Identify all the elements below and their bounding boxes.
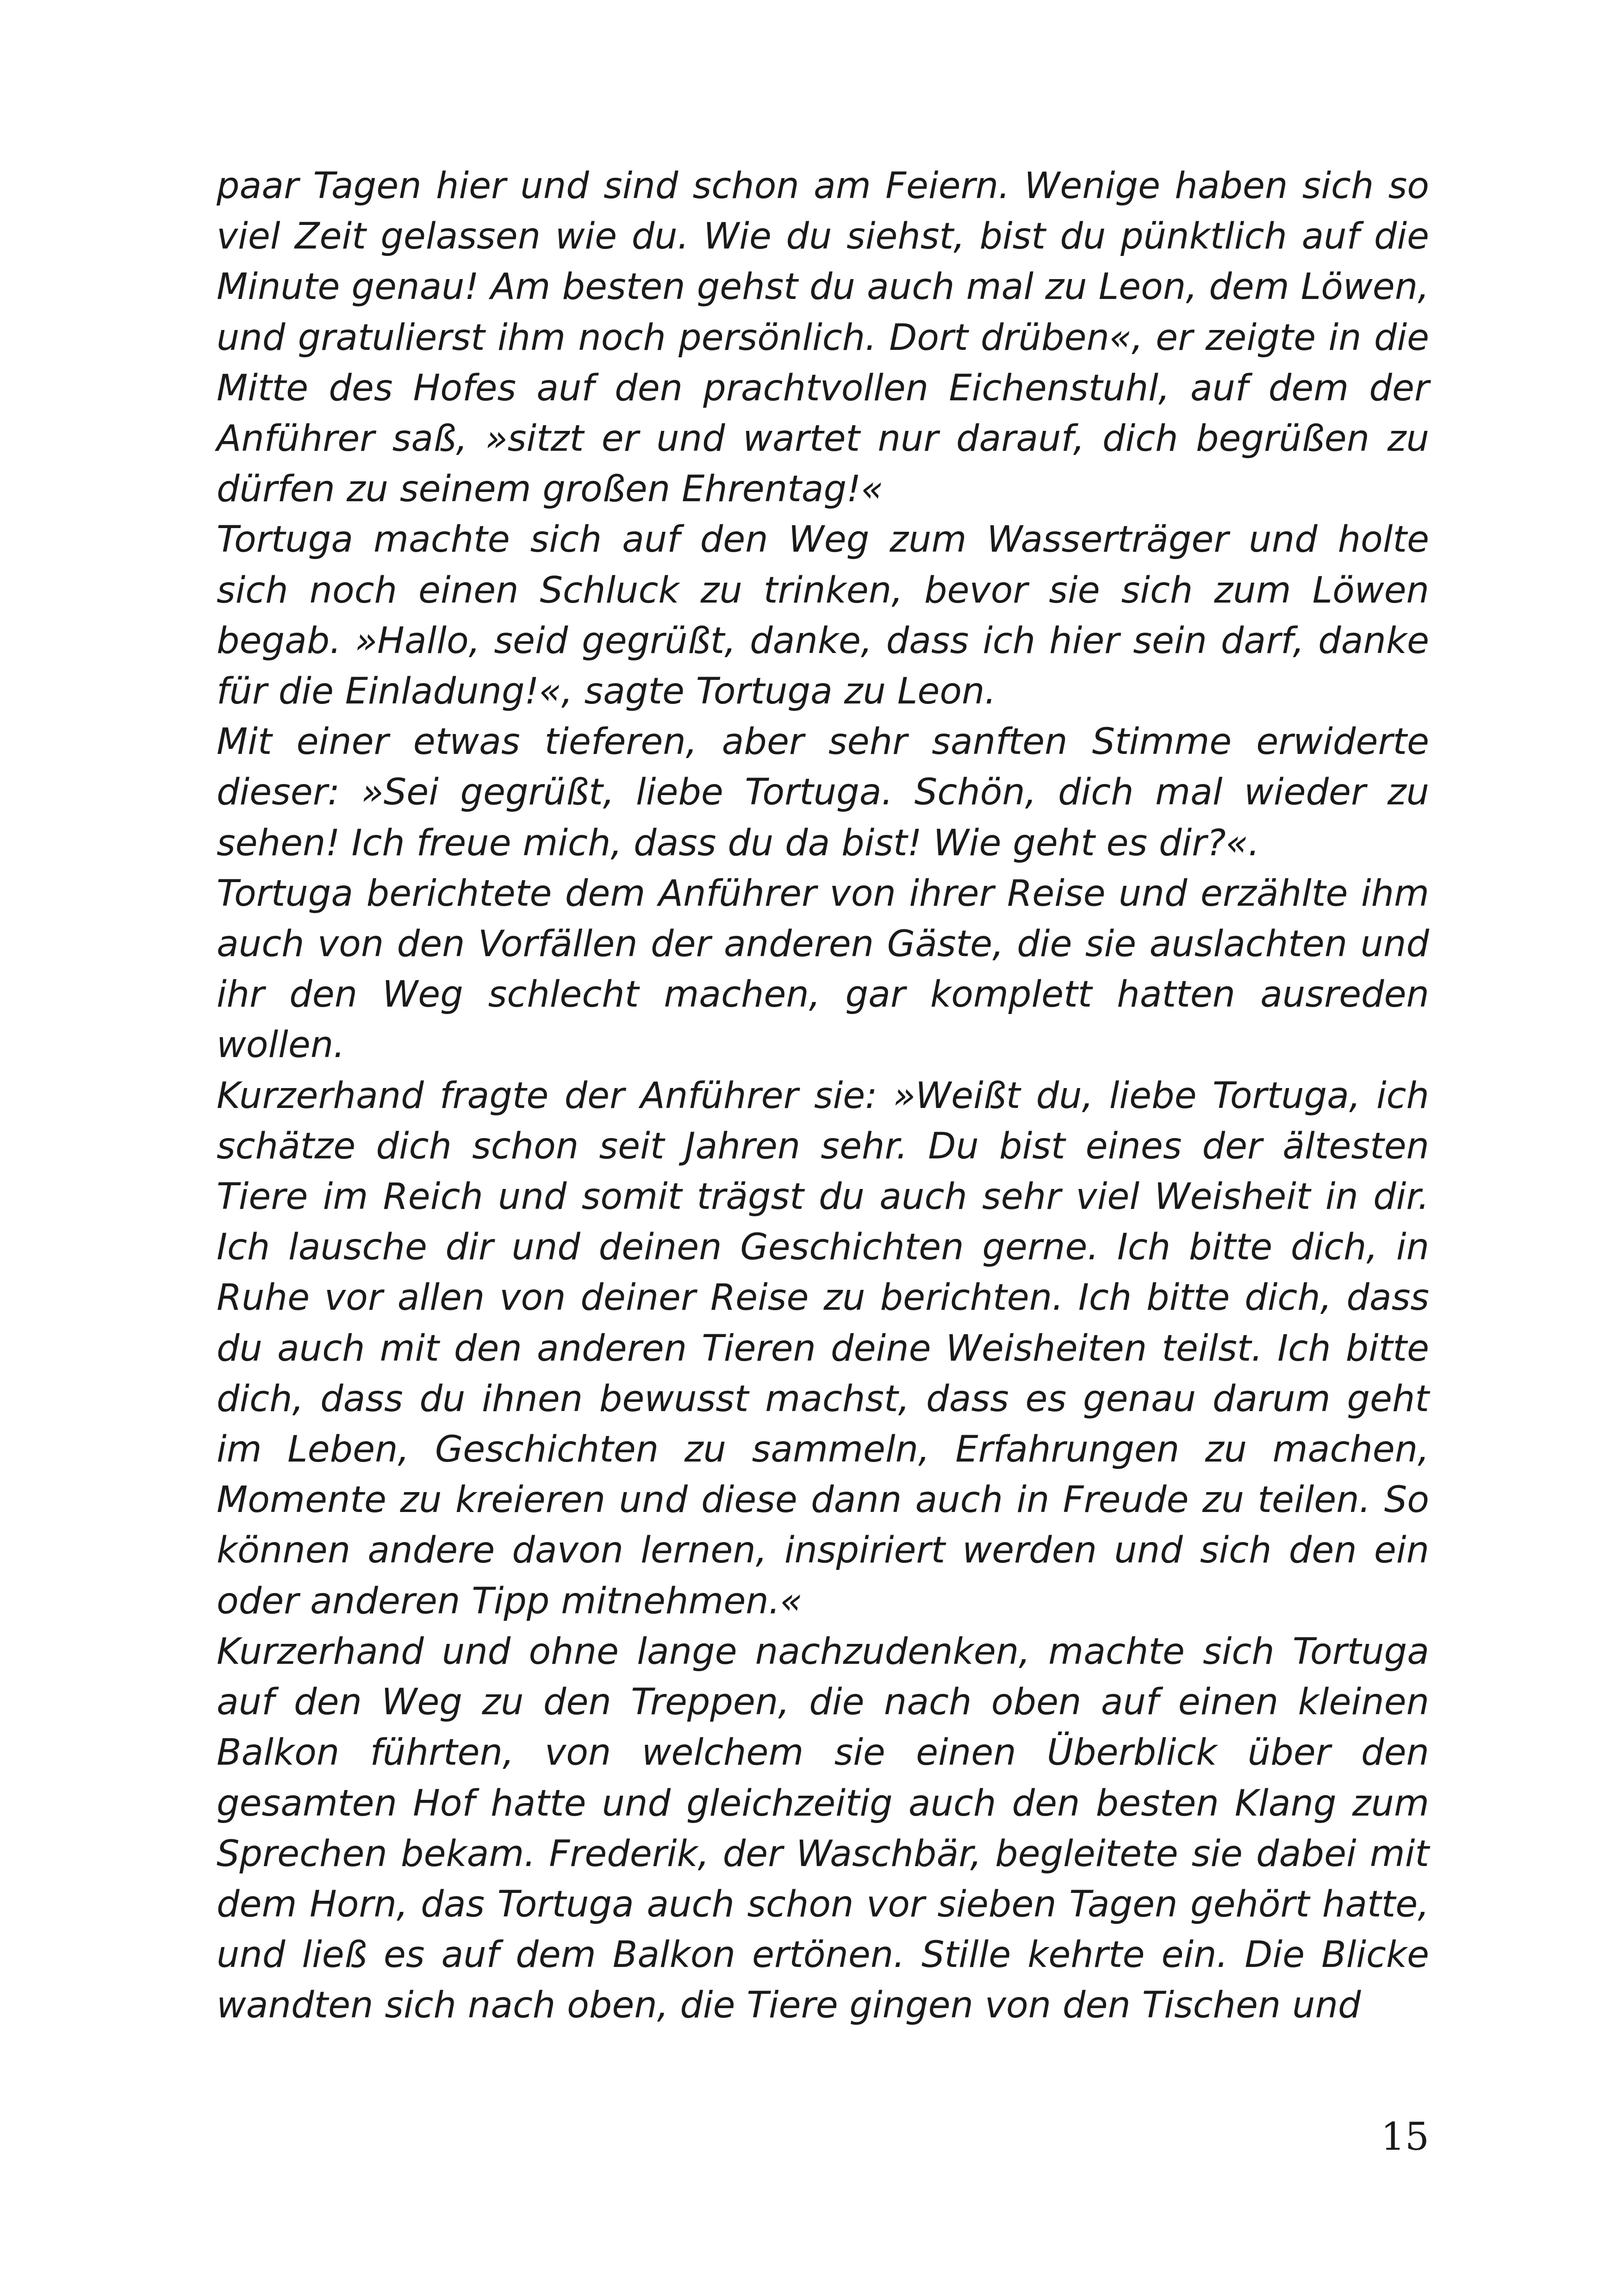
page-number: 15 [1381, 2115, 1429, 2159]
paragraph: Mit einer etwas tieferen, aber sehr sanften Stimme erwiderte dieser: »Sei gegrüßt, liebe Tortuga. Schön, dich mal wieder zu sehen! Ich freue mich, dass du da bist! Wie geht es dir?«. [217, 721, 1429, 864]
paragraph: paar Tagen hier und sind schon am Feiern. Wenige haben sich so viel Zeit gelassen wie du. Wie du siehst, bist du pünktlich auf die Minute genau! Am besten gehst du auch mal zu Leon, dem Löwen, und gratulierst ihm noch persönlich. Dort drüben«, er zeigte in die Mitte des Hofes auf den prachtvollen Eichenstuhl, auf dem der Anführer saß, »sitzt er und wartet nur darauf, dich begrüßen zu dürfen zu seinem großen Ehrentag!« [217, 165, 1429, 510]
body-text [217, 161, 1429, 2031]
paragraph: Kurzerhand fragte der Anführer sie: »Weißt du, liebe Tortuga, ich schätze dich schon seit Jahren sehr. Du bist eines der ältesten Tiere im Reich und somit trägst du auch sehr viel Weisheit in dir. Ich lausche dir und deinen Geschichten gerne. Ich bitte dich, in Ruhe vor allen von deiner Reise zu berichten. Ich bitte dich, dass du auch mit den anderen Tieren deine Weisheiten teilst. Ich bitte dich, dass du ihnen bewusst machst, dass es genau darum geht im Leben, Geschichten zu sammeln, Erfahrungen zu machen, Momente zu kreieren und diese dann auch in Freude zu teilen. So können andere davon lernen, inspiriert werden und sich den ein oder anderen Tipp mitnehmen.« [217, 1075, 1429, 1622]
paragraph: Tortuga berichtete dem Anführer von ihrer Reise und erzählte ihm auch von den Vorfällen der anderen Gäste, die sie auslachten und ihr den Weg schlecht machen, gar komplett hatten ausreden wollen. [217, 872, 1429, 1066]
paragraph: Tortuga machte sich auf den Weg zum Wasserträger und holte sich noch einen Schluck zu trinken, bevor sie sich zum Löwen begab. »Hallo, seid gegrüßt, danke, dass ich hier sein darf, danke für die Einladung!«, sagte Tortuga zu Leon. [217, 519, 1429, 713]
paragraph: Kurzerhand und ohne lange nachzudenken, machte sich Tortuga auf den Weg zu den Treppen, die nach oben auf einen kleinen Balkon führten, von welchem sie einen Überblick über den gesamten Hof hatte und gleichzeitig auch den besten Klang zum Sprechen bekam. Frederik, der Waschbär, begleitete sie dabei mit dem Horn, das Tortuga auch schon vor sieben Tagen gehört hatte, und ließ es auf dem Balkon ertönen. Stille kehrte ein. Die Blicke wandten sich nach oben, die Tiere gingen von den Tischen und [217, 1630, 1429, 2027]
